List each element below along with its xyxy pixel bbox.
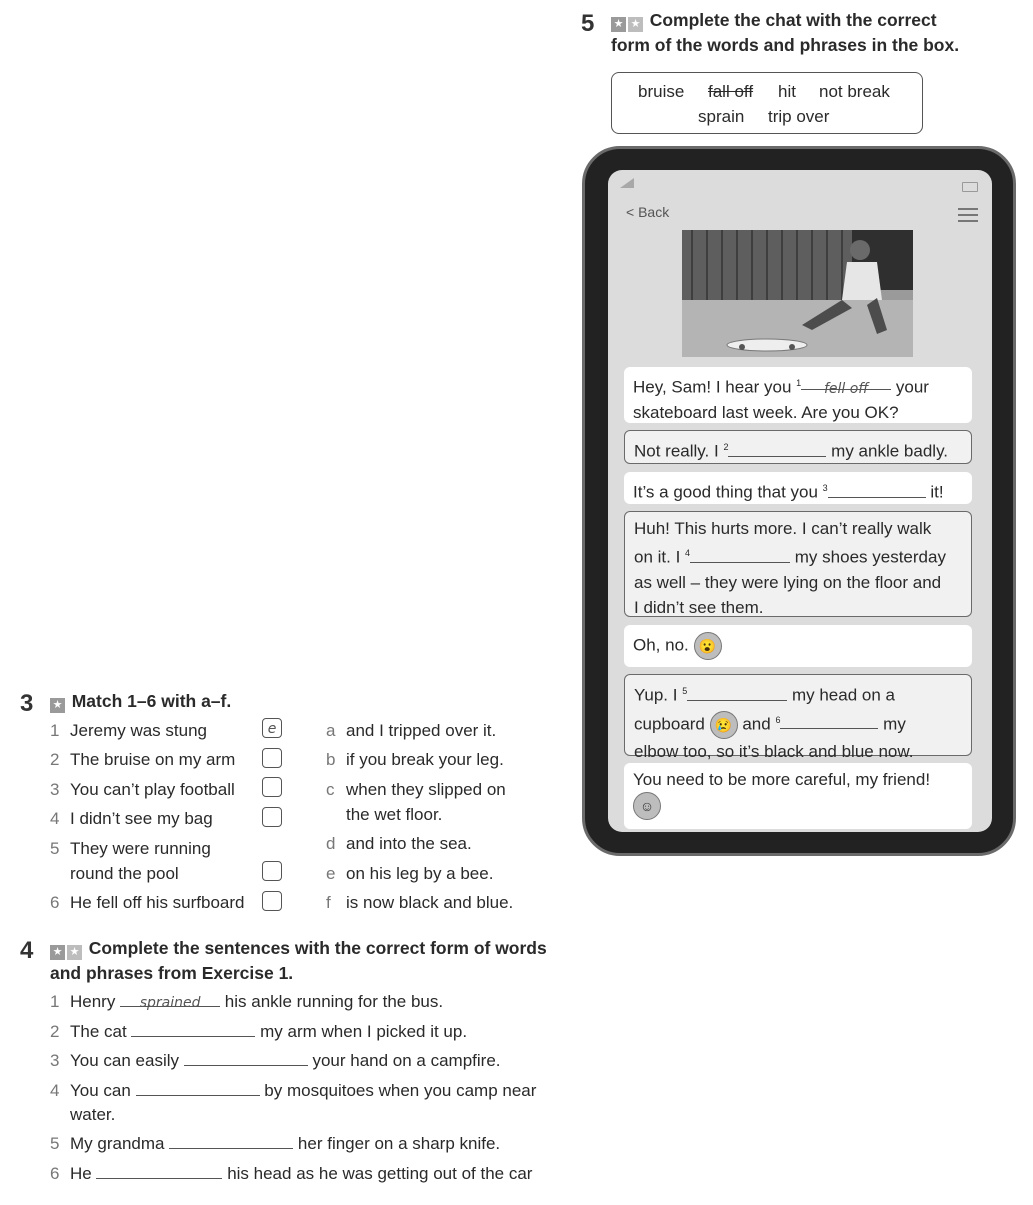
sentence-number: 3 — [50, 1051, 60, 1070]
word-not-break: not break — [819, 82, 890, 101]
answer-box-1[interactable] — [262, 718, 282, 738]
item-text: You can’t play football — [70, 780, 235, 799]
msg4-line-2b: my shoes yesterday — [790, 547, 946, 567]
answer-box-1-value: e — [267, 721, 277, 737]
match-option-d — [326, 834, 472, 854]
exercise-3-heading — [50, 691, 231, 713]
sentence-text: my arm when I picked it up. — [255, 1022, 468, 1041]
item-number: 4 — [50, 809, 60, 828]
msg7-text: You need to be more careful, my friend! — [633, 770, 931, 789]
sentence-text: his ankle running for the bus. — [220, 992, 444, 1011]
match-option-c — [326, 780, 506, 800]
exercise-5-heading — [611, 10, 937, 32]
gap-4[interactable] — [690, 548, 790, 563]
sentence-number: 1 — [50, 992, 60, 1011]
answer-box-5[interactable] — [262, 861, 282, 881]
crying-face-icon: 😢 — [710, 711, 738, 739]
gap-6[interactable] — [780, 714, 878, 729]
item-text: I didn’t see my bag — [70, 809, 213, 828]
match-item-5 — [50, 839, 211, 859]
exercise-3-title: Match 1–6 with a–f. — [71, 691, 232, 711]
match-item-4 — [50, 809, 213, 829]
smiling-face-icon: ☺ — [633, 792, 661, 820]
sentence-text: You can easily — [70, 1051, 184, 1070]
chat-message-2 — [624, 430, 972, 464]
gap-1-answer: fell off — [823, 380, 869, 397]
sentence-4-cont: water. — [70, 1105, 116, 1124]
sentence-1-gap[interactable] — [120, 992, 220, 1011]
sentence-number: 5 — [50, 1134, 60, 1153]
item-text: They were running — [70, 839, 211, 858]
word-fall-off-crossed: fall off — [708, 82, 754, 101]
sentence-number: 2 — [50, 1022, 60, 1041]
sentence-number: 4 — [50, 1081, 60, 1100]
difficulty-stars-icon: ★ ★ — [50, 940, 84, 960]
gap-3[interactable] — [828, 483, 926, 498]
gap-2[interactable] — [728, 442, 826, 457]
signal-icon — [620, 178, 634, 188]
sentence-1 — [50, 992, 443, 1012]
exercise-3-number: 3 — [20, 690, 34, 717]
item-number: 3 — [50, 780, 60, 799]
match-item-1 — [50, 721, 207, 741]
match-option-b — [326, 750, 504, 770]
exercise-4-title-1: Complete the sentences with the correct form of words — [88, 938, 547, 958]
skateboard-photo — [682, 230, 913, 357]
item-number: 5 — [50, 839, 60, 858]
match-option-e — [326, 864, 493, 884]
sentence-text: You can — [70, 1081, 136, 1100]
option-text: and into the sea. — [346, 834, 472, 853]
msg4-line-1: Huh! This hurts more. I can’t really walk — [634, 519, 932, 538]
difficulty-stars-icon: ★ ★ — [611, 12, 645, 32]
sentence-2-gap[interactable] — [131, 1022, 255, 1037]
option-letter: d — [326, 834, 336, 853]
msg2-text-a: Not really. I — [634, 441, 724, 461]
word-sprain: sprain — [698, 107, 745, 126]
item-number: 6 — [50, 893, 60, 912]
gap-5[interactable] — [687, 686, 787, 701]
sentence-number: 6 — [50, 1164, 60, 1183]
msg6-line-1a: Yup. I — [634, 685, 683, 705]
sentence-text: your hand on a campfire. — [307, 1051, 501, 1070]
exercise-5-title-2: form of the words and phrases in the box. — [611, 35, 960, 55]
gap-number-4: 4 — [685, 548, 691, 558]
sentence-5 — [50, 1134, 500, 1154]
answer-box-3[interactable] — [262, 777, 282, 797]
item-text: Jeremy was stung — [70, 721, 207, 740]
sentence-3-gap[interactable] — [184, 1051, 308, 1066]
answer-box-6[interactable] — [262, 891, 282, 911]
sentence-4 — [50, 1081, 536, 1101]
sentence-5-gap[interactable] — [169, 1134, 293, 1149]
match-option-f — [326, 893, 513, 913]
chat-message-1 — [624, 367, 972, 423]
option-text: on his leg by a bee. — [346, 864, 494, 883]
option-text: if you break your leg. — [346, 750, 504, 769]
sentence-text: The cat — [70, 1022, 132, 1041]
menu-icon[interactable] — [958, 208, 978, 222]
match-item-2 — [50, 750, 235, 770]
match-item-5-cont: round the pool — [70, 864, 179, 883]
match-option-a — [326, 721, 496, 741]
msg1-text-b: your — [891, 377, 929, 397]
option-letter: c — [326, 780, 335, 799]
msg6-line-2c: my — [878, 714, 906, 734]
back-link[interactable]: < Back — [626, 204, 670, 220]
gap-number-2: 2 — [723, 442, 729, 452]
msg3-text-a: It’s a good thing that you — [633, 482, 823, 502]
chat-message-7 — [624, 763, 972, 829]
exercise-4-title-2: and phrases from Exercise 1. — [50, 963, 294, 983]
option-letter: b — [326, 750, 336, 769]
sentence-6 — [50, 1164, 532, 1184]
msg3-text-b: it! — [925, 482, 944, 502]
option-letter: f — [326, 893, 331, 912]
msg4-line-3: as well – they were lying on the floor and — [634, 572, 942, 592]
msg2-text-b: my ankle badly. — [826, 441, 949, 461]
msg4-line-2a: on it. I — [634, 547, 686, 567]
exercise-4-heading — [50, 938, 547, 960]
msg1-text-c: skateboard last week. Are you OK? — [633, 402, 899, 422]
gap-1[interactable] — [801, 375, 891, 397]
word-bruise: bruise — [638, 82, 685, 101]
exercise-5-title-1: Complete the chat with the correct — [649, 10, 937, 30]
sentence-text: her finger on a sharp knife. — [293, 1134, 501, 1153]
sentence-3 — [50, 1051, 501, 1071]
sentence-text: He — [70, 1164, 97, 1183]
option-letter: a — [326, 721, 336, 740]
battery-icon — [962, 182, 978, 192]
sentence-text: My grandma — [70, 1134, 170, 1153]
sentence-text: his head as he was getting out of the car — [222, 1164, 533, 1183]
item-text: He fell off his surfboard — [70, 893, 245, 912]
item-number: 2 — [50, 750, 60, 769]
word-box — [611, 72, 923, 134]
match-item-6 — [50, 893, 245, 913]
option-text: when they slipped on — [346, 780, 506, 799]
sentence-2 — [50, 1022, 467, 1042]
item-text: The bruise on my arm — [70, 750, 236, 769]
answer-box-2[interactable] — [262, 748, 282, 768]
exercise-4-number: 4 — [20, 937, 34, 964]
msg6-line-2b: and — [737, 714, 776, 734]
msg6-line-3: elbow too, so it’s black and blue now. — [634, 741, 914, 761]
shocked-face-icon: 😮 — [694, 632, 722, 660]
chat-message-4 — [624, 511, 972, 617]
chat-message-5 — [624, 625, 972, 667]
sentence-6-gap[interactable] — [96, 1164, 222, 1179]
option-text: is now black and blue. — [346, 893, 514, 912]
sentence-text: Henry — [70, 992, 121, 1011]
sentence-4-gap[interactable] — [136, 1081, 260, 1096]
option-text: and I tripped over it. — [346, 721, 497, 740]
gap-number-1: 1 — [796, 378, 802, 388]
gap-number-5: 5 — [682, 686, 688, 696]
msg6-line-2a: cupboard — [634, 714, 710, 734]
gap-number-3: 3 — [822, 483, 828, 493]
msg1-text-a: Hey, Sam! I hear you — [633, 377, 797, 397]
chat-message-6 — [624, 674, 972, 761]
word-hit: hit — [778, 82, 796, 101]
msg6-line-1b: my head on a — [787, 685, 895, 705]
difficulty-star-icon: ★ — [50, 693, 67, 713]
item-number: 1 — [50, 721, 60, 740]
phone-screen — [608, 170, 992, 832]
chat-message-3 — [624, 472, 972, 504]
gap-number-6: 6 — [775, 714, 781, 725]
exercise-5-number: 5 — [581, 10, 595, 37]
msg5-text: Oh, no. — [633, 635, 689, 655]
match-option-c-cont: the wet floor. — [346, 805, 443, 824]
sentence-text: by mosquitoes when you camp near — [259, 1081, 537, 1100]
answer-box-4[interactable] — [262, 807, 282, 827]
sentence-1-answer: sprained — [139, 995, 201, 1011]
match-item-3 — [50, 780, 235, 800]
msg4-line-4: I didn’t see them. — [634, 597, 764, 617]
word-trip-over: trip over — [768, 107, 830, 126]
option-letter: e — [326, 864, 336, 883]
